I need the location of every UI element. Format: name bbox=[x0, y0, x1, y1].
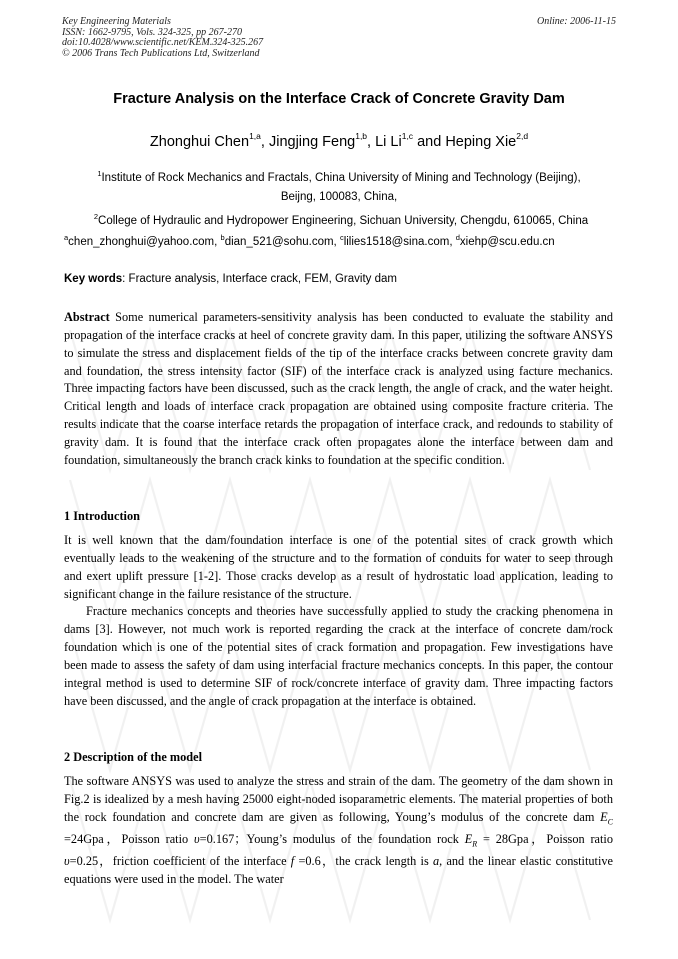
author-affiliation-marker: 1,b bbox=[355, 131, 368, 141]
paragraph-text: =0.6，the crack length is bbox=[294, 854, 433, 869]
keywords-text: : Fracture analysis, Interface crack, FEM, Gravity dam bbox=[122, 273, 397, 285]
author-name: Li Li bbox=[375, 134, 402, 150]
author-affiliation-marker: 1,c bbox=[401, 131, 414, 141]
paragraph-text: =0.25，friction coefficient of the interface bbox=[69, 854, 291, 869]
paper-title: Fracture Analysis on the Interface Crack of Concrete Gravity Dam bbox=[113, 91, 565, 107]
math-variable: E bbox=[464, 831, 473, 846]
affiliation-marker: 2 bbox=[93, 212, 99, 221]
paragraph: It is well known that the dam/foundation interface is one of the potential sites of crack growth which eventually leads to the weakening of the structure and to the formation of conduits for water to seep through and exert uplift pressure [1-2]. Those cracks develop as a result of hydrostatic load application, leading to significant change in the failure resistance of the structure. bbox=[64, 533, 613, 601]
abstract bbox=[64, 309, 613, 470]
author-separator: , bbox=[367, 134, 376, 150]
affiliation-text: College of Hydraulic and Hydropower Engineering, Sichuan University, Chengdu, 610065, China bbox=[98, 215, 589, 227]
email-separator: , bbox=[449, 236, 456, 248]
math-symbol bbox=[464, 831, 478, 849]
email-marker: c bbox=[339, 233, 344, 242]
paragraph: Fracture mechanics concepts and theories have successfully applied to study the cracking phenomena in dams [3]. However, not much work is reported regarding the crack at the interface of concrete dam/rock foundation which is one of the potential sites of crack formation and propagation. Few investigations have been made to assess the safety of dam using interfacial fracture mechanics concepts. In this paper, the contour integral method is used to determine SIF of rock/concrete interface of gravity dam. Three impacting factors have been discussed, and the angle of crack propagation at the interface is obtained. bbox=[64, 604, 613, 708]
author-name: Zhonghui Chen bbox=[149, 134, 250, 150]
doi-line: doi:10.4028/www.scientific.net/KEM.324-325.267 bbox=[62, 37, 264, 48]
math-symbol: f bbox=[290, 854, 295, 869]
email-address: dian_521@sohu.com bbox=[224, 236, 334, 248]
math-symbol: a bbox=[432, 854, 440, 869]
online-date: Online: 2006-11-15 bbox=[537, 16, 616, 27]
keywords bbox=[64, 273, 616, 285]
email-marker: d bbox=[455, 233, 460, 242]
paragraph-text: The software ANSYS was used to analyze the stress and strain of the dam. The geometry of the dam shown in Fig.2 is idealized by a mesh having 25000 eight-noded isoparametric elements. The material properties of both the rock foundation and concrete dam are given as following, Young’s modulus of the concrete dam bbox=[64, 774, 613, 824]
author-name: Jingjing Feng bbox=[268, 134, 356, 150]
model-paragraph bbox=[64, 773, 613, 889]
author-list bbox=[40, 131, 638, 150]
publication-info bbox=[62, 17, 263, 59]
affiliation-text: Institute of Rock Mechanics and Fractals, China University of Mining and Technology (Beijing), bbox=[101, 172, 581, 184]
paragraph-text: , and the linear elastic constitutive equations were used in the model. The water bbox=[64, 854, 613, 887]
email-list bbox=[64, 233, 618, 248]
copyright-line: © 2006 Trans Tech Publications Ltd, Switzerland bbox=[62, 47, 260, 59]
paragraph-text: = 28Gpa，Poisson ratio bbox=[477, 831, 613, 846]
email-address: lilies1518@sina.com bbox=[343, 236, 450, 248]
email-address: chen_zhonghui@yahoo.com bbox=[68, 236, 215, 248]
email-marker: a bbox=[64, 233, 69, 242]
affiliation-marker: 1 bbox=[97, 169, 102, 178]
journal-name: Key Engineering Materials bbox=[62, 16, 171, 27]
abstract-text: Some numerical parameters-sensitivity analysis has been conducted to evaluate the stability and propagation of the interface cracks at heel of concrete gravity dam. In this paper, utilizing the software ANSYS to simulate the stress and displacement fields of the tip of the interface cracks between concrete gravity dam and foundation, the stress intensity factor (SIF) of the interface crack is analyzed using facture mechanics. Three impacting factors have been discussed, such as the crack length, the angle of crack, and the water height. Critical length and loads of interface crack propagation are obtained using composite fracture criteria. The results indicate that the coarse interface retards the propagation of interface crack, and redounds to stability of gravity dam. It is found that the interface crack often propagates alone the interface between dam and foundation, simultaneously the branch crack kinks to foundation at the specific condition. bbox=[64, 310, 613, 467]
email-address: xiehp@scu.edu.cn bbox=[459, 236, 555, 248]
math-subscript: C bbox=[607, 817, 613, 827]
paragraph-text: =0.167；Young’s modulus of the foundation rock bbox=[199, 831, 465, 846]
math-variable: E bbox=[600, 809, 608, 824]
affiliation-2 bbox=[64, 207, 618, 231]
author-affiliation-marker: 2,d bbox=[516, 131, 529, 141]
author-separator: and bbox=[413, 134, 446, 150]
email-marker: b bbox=[220, 233, 225, 242]
email-separator: , bbox=[214, 236, 221, 248]
paragraph-text: =24Gpa，Poisson ratio bbox=[64, 831, 194, 846]
math-symbol bbox=[600, 809, 613, 827]
affiliation-1 bbox=[62, 164, 616, 207]
introduction-body bbox=[64, 532, 613, 710]
author-separator: , bbox=[260, 134, 269, 150]
section-heading-model: 2 Description of the model bbox=[64, 750, 202, 764]
issn-line: ISSN: 1662-9795, Vols. 324-325, pp 267-270 bbox=[62, 26, 242, 38]
section-heading-introduction: 1 Introduction bbox=[64, 509, 140, 523]
math-symbol: υ bbox=[194, 831, 200, 846]
abstract-label: Abstract bbox=[64, 310, 110, 324]
keywords-label: Key words bbox=[64, 273, 123, 285]
author-affiliation-marker: 1,a bbox=[249, 131, 261, 141]
math-subscript: R bbox=[472, 839, 478, 849]
email-separator: , bbox=[333, 236, 340, 248]
author-name: Heping Xie bbox=[445, 134, 517, 150]
affiliation-text: Beijng, 100083, China, bbox=[280, 191, 398, 203]
math-symbol: υ bbox=[64, 854, 70, 869]
